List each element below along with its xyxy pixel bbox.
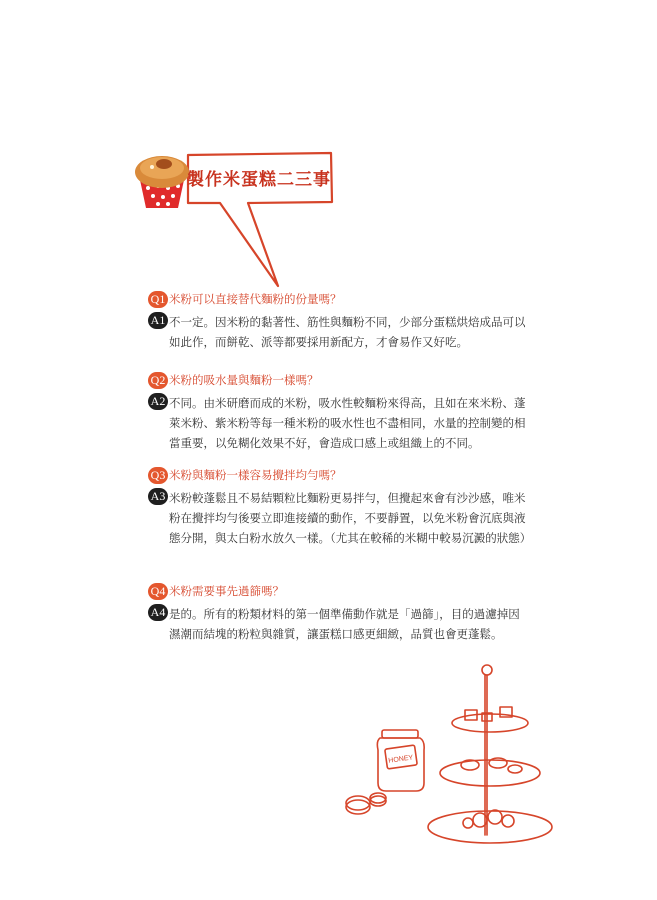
answer-badge: A2 (148, 393, 168, 410)
page-title: 製作米蛋糕二三事 (187, 169, 331, 190)
answer-text: 不一定。因米粉的黏著性、筋性與麵粉不同，少部分蛋糕烘焙成品可以如此作，而餅乾、派等都要採用新配方，才會易作又好吃。 (169, 315, 526, 349)
question-text: 米粉需要事先過篩嗎？ (169, 584, 284, 598)
question-badge: Q4 (148, 583, 168, 600)
question-badge: Q2 (148, 372, 168, 389)
answer-text: 不同。由米研磨而成的米粉，吸水性較麵粉來得高，且如在來米粉、蓬萊米粉、紫米粉等每一種米粉的吸水性也不盡相同，水量的控制變的相當重要，以免糊化效果不好，會造成口感上或組織上的不同。 (169, 396, 526, 450)
answer-badge: A1 (148, 312, 168, 329)
answer-text: 是的。所有的粉類材料的第一個準備動作就是「過篩」，目的過濾掉因濕潮而結塊的粉粒與雜質，讓蛋糕口感更細緻，品質也會更蓬鬆。 (169, 607, 520, 641)
answer-badge: A4 (148, 604, 168, 621)
title-box (186, 153, 332, 201)
question-text: 米粉與麵粉一樣容易攪拌均勻嗎？ (169, 468, 342, 482)
question-badge: Q1 (148, 291, 168, 308)
qa-item (148, 371, 528, 453)
jar-label: HONEY (387, 754, 414, 765)
answer-badge: A3 (148, 488, 168, 505)
question-text: 米粉的吸水量與麵粉一樣嗎？ (169, 373, 319, 387)
question-badge: Q3 (148, 467, 168, 484)
qa-item (148, 466, 532, 548)
qa-item (148, 290, 528, 352)
question-text: 米粉可以直接替代麵粉的份量嗎？ (169, 292, 342, 306)
qa-item (148, 582, 528, 644)
dessert-sketch-illustration (330, 655, 560, 855)
answer-text: 米粉較蓬鬆且不易結顆粒比麵粉更易拌勻，但攪起來會有沙沙感，唯米粉在攪拌均勻後要立即進接續的動作，不要靜置，以免米粉會沉底與液態分開，與太白粉水放久一樣。（尤其在較稀的米糊中較易沉澱的狀態） (169, 491, 532, 545)
